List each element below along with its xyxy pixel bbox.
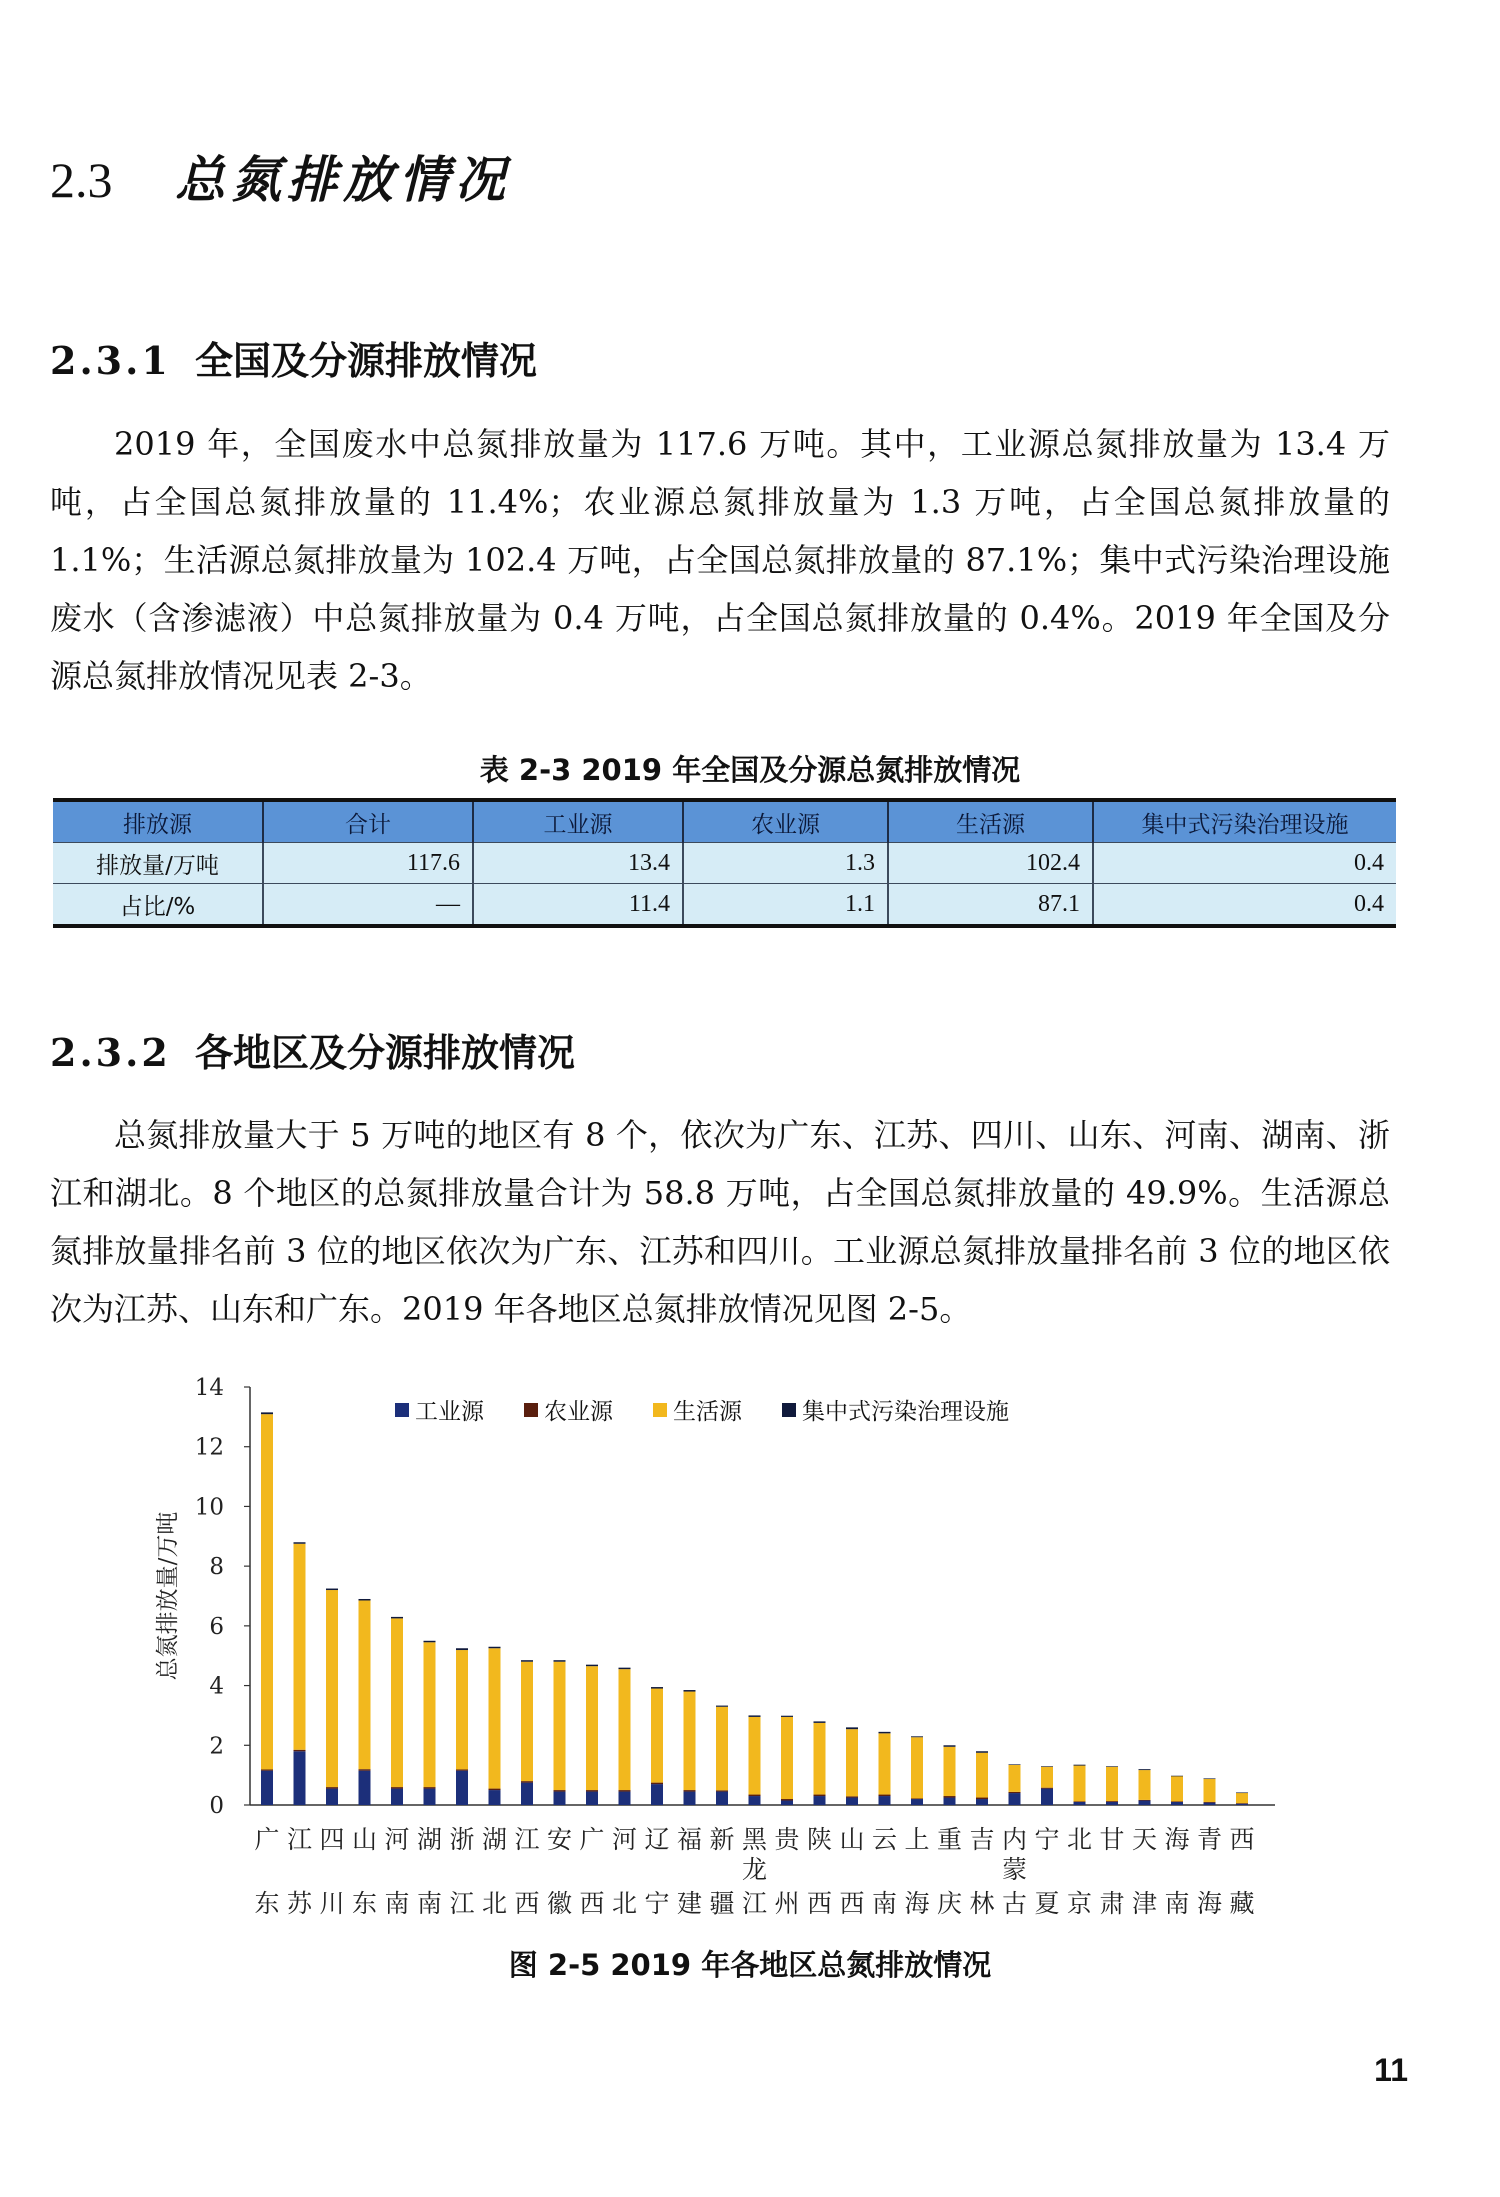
bar-segment <box>489 1647 501 1648</box>
x-tick-label: 林 <box>969 1889 995 1918</box>
x-tick-label: 江 <box>741 1889 768 1918</box>
bar-segment <box>911 1736 923 1737</box>
table-cell: 11.4 <box>473 884 683 927</box>
bar-segment <box>489 1790 501 1805</box>
x-tick-label: 江 <box>514 1825 540 1854</box>
bar-segment <box>1139 1769 1151 1770</box>
x-tick-label: 吉 <box>969 1825 995 1854</box>
x-tick-label: 龙 <box>741 1855 768 1884</box>
header-cell: 工业源 <box>473 800 683 843</box>
bar-segment <box>976 1798 988 1799</box>
bar-segment <box>781 1799 793 1800</box>
header-cell: 集中式污染治理设施 <box>1093 800 1396 843</box>
bar-segment <box>326 1787 338 1788</box>
bar-segment <box>1204 1802 1216 1803</box>
header-cell: 生活源 <box>888 800 1093 843</box>
bar-segment <box>261 1412 273 1414</box>
x-tick-label: 四 <box>319 1825 345 1854</box>
bar-segment <box>846 1796 858 1797</box>
bar-segment <box>359 1769 371 1770</box>
bar-segment <box>1041 1767 1053 1788</box>
bar-segment <box>684 1690 696 1691</box>
bar-segment <box>619 1668 631 1669</box>
bar-segment <box>619 1669 631 1790</box>
bar-segment <box>911 1798 923 1799</box>
bar-segment <box>456 1650 468 1769</box>
bar-segment <box>846 1798 858 1805</box>
bar-segment <box>1074 1802 1086 1805</box>
header-cell: 排放源 <box>53 800 263 843</box>
bar-segment <box>554 1662 566 1790</box>
bar-segment <box>879 1732 891 1733</box>
x-tick-label: 湖 <box>481 1825 508 1854</box>
bar-segment <box>879 1733 891 1794</box>
section-number: 2.3 <box>50 152 113 208</box>
bar-segment <box>716 1707 728 1791</box>
y-tick-label: 14 <box>194 1375 224 1401</box>
bar-segment <box>911 1799 923 1805</box>
bar-segment <box>294 1750 306 1751</box>
bar-segment <box>879 1796 891 1805</box>
x-tick-label: 西 <box>1229 1825 1255 1854</box>
page-number: 11 <box>1374 2052 1408 2088</box>
y-tick-label: 10 <box>194 1494 224 1521</box>
bar-segment <box>684 1692 696 1791</box>
x-tick-label: 西 <box>514 1889 540 1918</box>
x-tick-label: 辽 <box>644 1825 670 1854</box>
bar-segment <box>1171 1776 1183 1801</box>
bar-segment <box>424 1789 436 1805</box>
x-tick-label: 广 <box>579 1825 605 1854</box>
bar-segment <box>1009 1765 1021 1792</box>
bar-segment <box>359 1599 371 1600</box>
bar-segment <box>846 1727 858 1729</box>
bar-segment <box>651 1783 663 1784</box>
header-cell: 合计 <box>263 800 473 843</box>
bar-segment <box>456 1648 468 1650</box>
x-tick-label: 南 <box>416 1889 443 1918</box>
emission-table <box>53 798 1396 928</box>
bar-segment <box>814 1723 826 1795</box>
x-tick-label: 青 <box>1196 1825 1223 1854</box>
x-tick-label: 西 <box>579 1889 605 1918</box>
table-row <box>53 884 1396 927</box>
table-cell: 87.1 <box>888 884 1093 927</box>
bar-segment <box>684 1790 696 1791</box>
bar-segment <box>749 1796 761 1805</box>
y-tick-label: 8 <box>209 1554 224 1581</box>
x-tick-label: 内 <box>1001 1825 1028 1854</box>
x-tick-label: 北 <box>481 1889 508 1918</box>
x-tick-label: 南 <box>384 1889 410 1918</box>
table-cell: 0.4 <box>1093 843 1396 884</box>
x-tick-label: 黑 <box>741 1825 768 1854</box>
bar-segment <box>586 1665 598 1666</box>
bar-segment <box>1041 1766 1053 1767</box>
y-tick-label: 4 <box>209 1673 224 1700</box>
section-heading <box>50 140 511 212</box>
y-tick-label: 12 <box>194 1434 224 1461</box>
x-tick-label: 宁 <box>1034 1825 1060 1854</box>
bar-segment <box>326 1589 338 1590</box>
x-tick-label: 安 <box>546 1825 573 1854</box>
bar-segment <box>716 1792 728 1805</box>
table-cell: — <box>263 884 473 927</box>
bar-segment <box>1139 1801 1151 1805</box>
bar-segment <box>1171 1802 1183 1805</box>
section-title: 总氮排放情况 <box>175 150 511 209</box>
bar-segment <box>749 1795 761 1796</box>
x-tick-label: 西 <box>839 1889 865 1918</box>
x-tick-label: 川 <box>319 1889 345 1918</box>
bar-segment <box>814 1796 826 1805</box>
table-row <box>53 843 1396 884</box>
x-tick-label: 天 <box>1131 1825 1158 1854</box>
x-tick-label: 广 <box>254 1825 280 1854</box>
bar-segment <box>651 1689 663 1783</box>
legend-label: 工业源 <box>415 1399 484 1425</box>
x-tick-label: 上 <box>904 1825 930 1854</box>
x-tick-label: 津 <box>1131 1889 1158 1918</box>
bar-segment <box>456 1771 468 1805</box>
x-tick-label: 西 <box>806 1889 833 1918</box>
bar-segment <box>489 1648 501 1788</box>
bar-segment <box>651 1784 663 1805</box>
x-tick-label: 古 <box>1001 1889 1028 1918</box>
x-tick-label: 贵 <box>774 1825 800 1854</box>
legend-label: 集中式污染治理设施 <box>802 1399 1009 1425</box>
bar-segment <box>1074 1765 1086 1766</box>
bar-segment <box>521 1660 533 1661</box>
row-label: 排放量/万吨 <box>53 843 263 884</box>
bar-segment <box>261 1414 273 1769</box>
y-tick-label: 2 <box>209 1733 224 1760</box>
header-cell: 农业源 <box>683 800 888 843</box>
bar-segment <box>619 1790 631 1791</box>
bar-segment <box>1074 1801 1086 1802</box>
bar-segment <box>1236 1803 1248 1804</box>
bar-segment <box>424 1787 436 1788</box>
bar-segment <box>326 1789 338 1805</box>
x-tick-label: 建 <box>676 1889 703 1918</box>
bar-segment <box>976 1799 988 1805</box>
paragraph-national: 2019 年，全国废水中总氮排放量为 117.6 万吨。其中，工业源总氮排放量为 13.4 万吨，占全国总氮排放量的 11.4%；农业源总氮排放量为 1.3 万吨，占全国总氮排放量的 1.1%；生活源总氮排放量为 102.4 万吨，占全国总氮排放量的 87.1%；集中式污染治理设施废水（含渗滤液）中总氮排放量为 0.4 万吨，占全国总氮排放量的 0.4%。2019 年全国及分源总氮排放情况见表 2-3。 <box>50 425 1390 695</box>
x-tick-label: 夏 <box>1034 1889 1060 1918</box>
bar-segment <box>716 1706 728 1707</box>
x-tick-label: 河 <box>384 1825 410 1854</box>
table-cell: 102.4 <box>888 843 1093 884</box>
subsection-number-1: 2.3.1 <box>50 338 171 383</box>
table-cell: 1.1 <box>683 884 888 927</box>
bar-segment <box>1106 1766 1118 1767</box>
bar-segment <box>359 1600 371 1769</box>
legend-label: 农业源 <box>544 1399 613 1425</box>
x-tick-label: 云 <box>871 1825 898 1854</box>
x-tick-label: 东 <box>254 1889 280 1918</box>
bar-segment <box>1106 1801 1118 1802</box>
bar-segment <box>294 1751 306 1805</box>
table-cell: 117.6 <box>263 843 473 884</box>
bar-segment <box>521 1781 533 1782</box>
bar-segment <box>781 1716 793 1717</box>
x-tick-label: 新 <box>709 1825 735 1854</box>
subsection-title-2: 各地区及分源排放情况 <box>195 1030 576 1075</box>
bar-segment <box>1009 1764 1021 1765</box>
x-tick-label: 藏 <box>1229 1889 1255 1918</box>
bar-segment <box>1236 1792 1248 1793</box>
x-tick-label: 疆 <box>709 1889 735 1918</box>
x-tick-label: 苏 <box>286 1889 313 1918</box>
x-tick-label: 江 <box>449 1889 475 1918</box>
x-tick-label: 山 <box>839 1825 865 1854</box>
bar-segment <box>1236 1793 1248 1803</box>
table-cell: 13.4 <box>473 843 683 884</box>
bar-segment <box>359 1771 371 1805</box>
x-tick-label: 南 <box>871 1889 898 1918</box>
y-tick-label: 0 <box>209 1793 224 1819</box>
x-tick-label: 福 <box>676 1825 703 1854</box>
bar-segment <box>456 1769 468 1770</box>
x-tick-label: 北 <box>1066 1825 1093 1854</box>
x-tick-label: 徽 <box>546 1889 573 1918</box>
subsection-title-1: 全国及分源排放情况 <box>195 338 538 383</box>
bar-segment <box>1041 1788 1053 1789</box>
bar-segment <box>1171 1776 1183 1777</box>
bar-segment <box>879 1795 891 1796</box>
x-tick-label: 浙 <box>449 1825 475 1854</box>
x-tick-label: 海 <box>904 1889 930 1918</box>
bar-segment <box>554 1790 566 1791</box>
bar-segment <box>846 1729 858 1796</box>
x-tick-label: 湖 <box>416 1825 443 1854</box>
bar-segment <box>781 1801 793 1805</box>
bar-segment <box>294 1542 306 1543</box>
x-tick-label: 肃 <box>1099 1889 1125 1918</box>
bar-segment <box>684 1792 696 1805</box>
x-tick-label: 东 <box>351 1889 378 1918</box>
x-tick-label: 河 <box>611 1825 638 1854</box>
x-tick-label: 重 <box>936 1825 963 1854</box>
bar-segment <box>1204 1779 1216 1802</box>
bar-segment <box>391 1617 403 1618</box>
bar-segment <box>944 1798 956 1805</box>
paragraph-regional: 总氮排放量大于 5 万吨的地区有 8 个，依次为广东、江苏、四川、山东、河南、湖南、浙江和湖北。8 个地区的总氮排放量合计为 58.8 万吨，占全国总氮排放量的 49.9%。生活源总氮排放量排名前 3 位的地区依次为广东、江苏和四川。工业源总氮排放量排名前 3 位的地区依次为江苏、山东和广东。2019 年各地区总氮排放情况见图 2-5。 <box>50 1116 1390 1328</box>
subsection-heading-1 <box>50 330 537 385</box>
bar-segment <box>1106 1802 1118 1805</box>
bar-segment <box>391 1789 403 1805</box>
x-tick-label: 京 <box>1066 1889 1093 1918</box>
bar-segment <box>326 1590 338 1787</box>
x-tick-label: 北 <box>611 1889 638 1918</box>
bar-segment <box>554 1792 566 1805</box>
figure-caption: 图 2-5 2019 年各地区总氮排放情况 <box>508 1948 992 1982</box>
x-tick-label: 江 <box>286 1825 313 1854</box>
table-caption: 表 2-3 2019 年全国及分源总氮排放情况 <box>479 753 1021 787</box>
bar-segment <box>261 1769 273 1770</box>
bar-segment <box>1041 1789 1053 1805</box>
x-tick-label: 海 <box>1164 1825 1190 1854</box>
table-cell: 1.3 <box>683 843 888 884</box>
x-tick-label: 海 <box>1196 1889 1223 1918</box>
bar-segment <box>424 1642 436 1787</box>
bar-segment <box>391 1787 403 1788</box>
bar-segment <box>1139 1800 1151 1801</box>
bar-segment <box>944 1796 956 1797</box>
bar-segment <box>521 1662 533 1781</box>
bar-segment <box>749 1717 761 1795</box>
bar-segment <box>651 1687 663 1688</box>
bar-segment <box>944 1745 956 1746</box>
bar-segment <box>1009 1792 1021 1793</box>
bar-segment <box>391 1618 403 1787</box>
subsection-number-2: 2.3.2 <box>50 1030 171 1075</box>
bar-segment <box>976 1751 988 1752</box>
bar-segment <box>424 1641 436 1642</box>
bar-segment <box>554 1660 566 1661</box>
x-tick-label: 蒙 <box>1001 1855 1028 1884</box>
bar-segment <box>586 1792 598 1805</box>
bar-segment <box>1009 1793 1021 1805</box>
bar-segment <box>586 1666 598 1790</box>
bar-segment <box>489 1789 501 1790</box>
bar-segment <box>814 1721 826 1722</box>
x-tick-label: 陕 <box>806 1825 833 1854</box>
bar-segment <box>976 1753 988 1798</box>
y-tick-label: 6 <box>209 1613 224 1640</box>
x-tick-label: 庆 <box>936 1889 963 1918</box>
x-tick-label: 甘 <box>1099 1825 1125 1854</box>
bar-segment <box>911 1737 923 1798</box>
subsection-heading-2 <box>50 1022 575 1077</box>
bar-segment <box>944 1747 956 1796</box>
bar-segment <box>261 1771 273 1805</box>
x-tick-label: 南 <box>1164 1889 1190 1918</box>
bar-segment <box>1204 1778 1216 1779</box>
bar-segment <box>619 1792 631 1805</box>
bar-segment <box>1139 1770 1151 1800</box>
x-tick-label: 宁 <box>644 1889 670 1918</box>
row-label: 占比/% <box>53 884 263 927</box>
table-header-row <box>53 800 1396 843</box>
bar-segment <box>521 1783 533 1805</box>
y-axis-label: 总氮排放量/万吨 <box>155 1511 181 1681</box>
bar-segment <box>586 1790 598 1791</box>
bar-segment <box>716 1790 728 1791</box>
legend-label: 生活源 <box>673 1399 742 1425</box>
bar-segment <box>749 1715 761 1716</box>
bar-segment <box>1106 1767 1118 1801</box>
x-tick-label: 州 <box>774 1889 800 1918</box>
bar-segment <box>1074 1766 1086 1802</box>
bar-segment <box>1171 1801 1183 1802</box>
table-cell: 0.4 <box>1093 884 1396 927</box>
bar-segment <box>781 1717 793 1799</box>
x-tick-label: 山 <box>351 1825 378 1854</box>
regional-stacked-bar-chart <box>0 1370 1500 1930</box>
bar-segment <box>814 1795 826 1796</box>
bar-segment <box>294 1544 306 1750</box>
bar-segment <box>1204 1803 1216 1805</box>
